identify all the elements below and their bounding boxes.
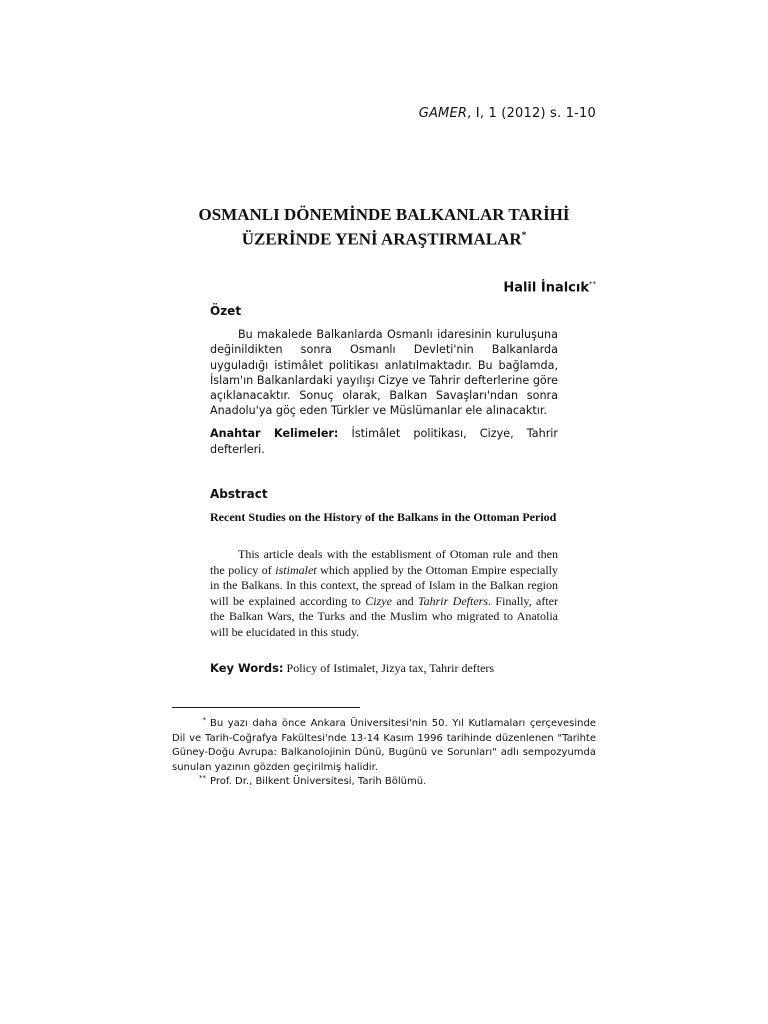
abstract-text-2: which applied by the Ottoman Empire especially in the Balkans. In this context, the spread of Islam in the Balkan region will be explained according to	[210, 562, 558, 608]
abstract-text-3: and	[391, 593, 419, 608]
ozet-section	[210, 304, 558, 318]
abstract-keywords	[210, 660, 558, 676]
footnote-divider	[172, 707, 360, 708]
abstract-term-istimalet: istimalet	[275, 562, 317, 577]
author-footnote-mark: **	[589, 280, 596, 288]
article-title	[172, 204, 596, 250]
tr-keywords-paragraph	[210, 426, 558, 457]
tr-keywords-label: Anahtar Kelimeler:	[210, 427, 339, 440]
journal-reference	[419, 106, 596, 121]
tr-keywords-text: İstimâlet politikası, Cizye, Tahrir defterleri.	[210, 427, 558, 456]
abstract-section	[210, 487, 558, 501]
en-keywords-text: Policy of Istimalet, Jizya tax, Tahrir defters	[283, 661, 495, 675]
title-line-1: OSMANLI DÖNEMİNDE BALKANLAR TARİHİ	[198, 205, 570, 224]
abstract-term-cizye: Cizye	[365, 593, 392, 608]
abstract-text-4: . Finally, after the Balkan Wars, the Turks and the Muslim who migrated to Anatolia will be elucidated in this study.	[210, 593, 559, 639]
abstract-paragraph	[210, 547, 558, 641]
abstract-text-1: This article deals with the establisment of Otoman rule and then the policy of	[210, 547, 558, 577]
abstract-body	[210, 547, 558, 641]
en-keywords-label: Key Words:	[210, 661, 284, 675]
author-name	[503, 280, 596, 295]
title-footnote-mark: *	[521, 230, 527, 240]
ozet-keywords	[210, 426, 558, 457]
footnotes	[172, 717, 596, 790]
english-title: Recent Studies on the History of the Balkans in the Ottoman Period	[210, 510, 557, 524]
en-keywords-paragraph	[210, 660, 558, 676]
footnote-1: * Bu yazı daha önce Ankara Üniversitesi'nin 50. Yıl Kutlamaları çerçevesinde Dil ve Tarih-Coğrafya Fakültesi'nde 13-14 Kasım 1996 tarihinde düzenlenen "Tarihte Güney-Doğu Avrupa: Balkanolojinin Dünü, Bugünü ve Sorunları" adlı sempozyumda sunulan yazının gözden geçirilmiş halidir.	[172, 715, 596, 773]
ozet-paragraph: Bu makalede Balkanlarda Osmanlı idaresinin kuruluşuna değinildikten sonra Osmanlı Devleti'nin Balkanlarda uyguladığı istimâlet politikası anlatılmaktadır. Bu bağlamda, İslam'ın Balkanlardaki yayılışı Cizye ve Tahrir defterlerine göre açıklanacaktır. Sonuç olarak, Balkan Savaşları'ndan sonra Anadolu'ya göç eden Türkler ve Müslümanlar ele alınacaktır.	[210, 328, 558, 418]
footnote-2-text: Prof. Dr., Bilkent Üniversitesi, Tarih Bölümü.	[210, 776, 427, 787]
title-line-2: ÜZERİNDE YENİ ARAŞTIRMALAR	[241, 229, 522, 249]
abstract-term-tahrir: Tahrir Defters	[418, 593, 489, 608]
journal-name: GAMER	[418, 106, 468, 121]
ozet-body	[210, 327, 558, 419]
abstract-heading: Abstract	[210, 487, 268, 501]
footnote-2: ** Prof. Dr., Bilkent Üniversitesi, Tarih Bölümü.	[199, 773, 427, 787]
ozet-heading: Özet	[210, 304, 242, 318]
author-text: Halil İnalcık	[503, 280, 589, 296]
footnote-1-text: Bu yazı daha önce Ankara Üniversitesi'nin 50. Yıl Kutlamaları çerçevesinde Dil ve Tarih-Coğrafya Fakültesi'nde 13-14 Kasım 1996 tarihinde düzenlenen "Tarihte Güney-Doğu Avrupa: Balkanolojinin Dünü, Bugünü ve Sorunları" adlı sempozyumda sunulan yazının gözden geçirilmiş halidir.	[172, 718, 596, 773]
abstract-title-block	[210, 510, 558, 526]
journal-issue: , I, 1 (2012) s. 1-10	[467, 106, 596, 121]
